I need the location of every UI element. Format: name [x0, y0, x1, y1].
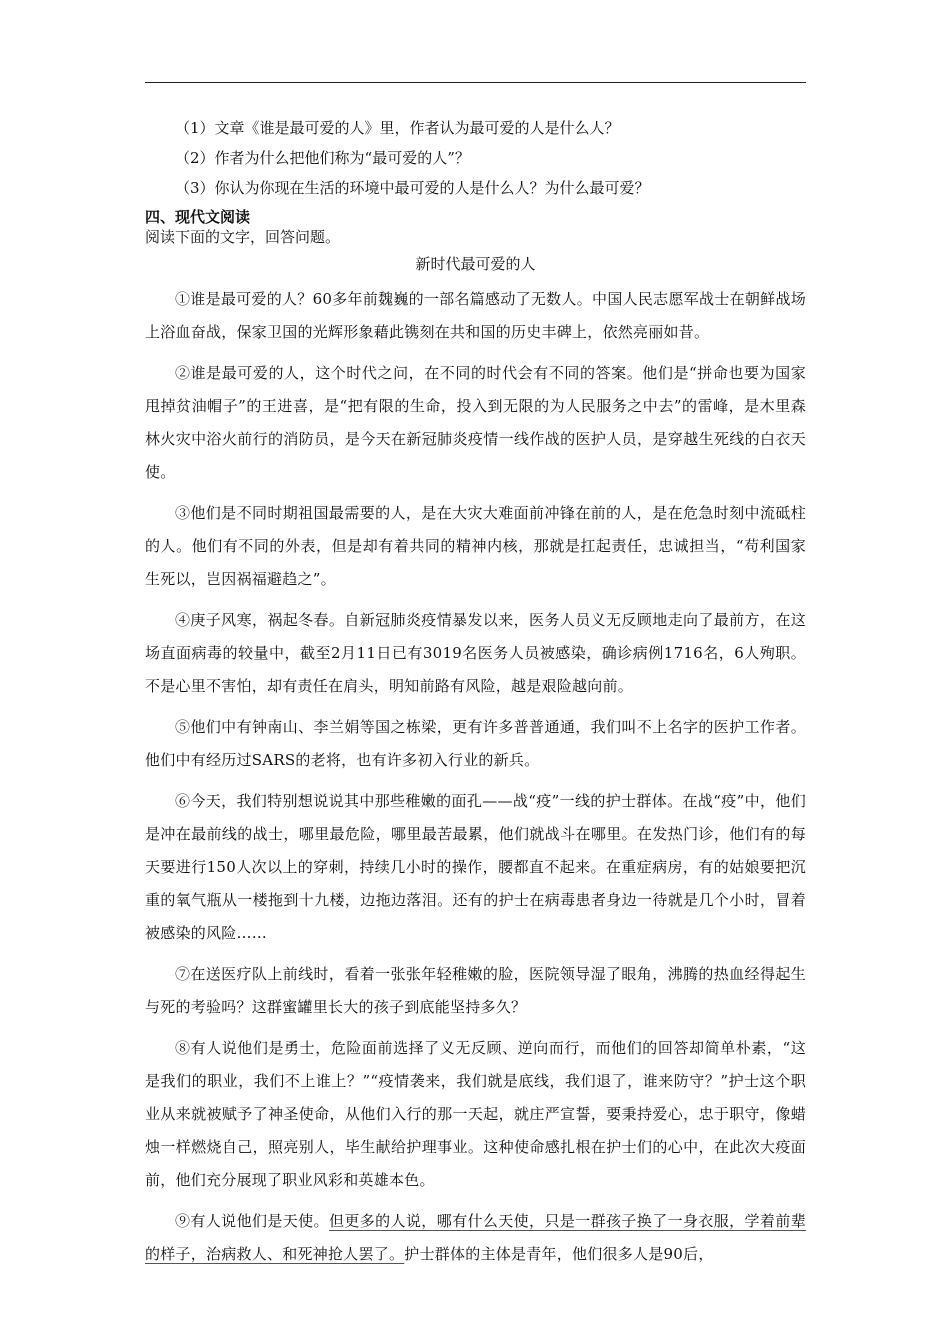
paragraph-9-lead: ⑨有人说他们是天使。: [175, 1212, 329, 1230]
paragraph-8: ⑧有人说他们是勇士，危险面前选择了义无反顾、逆向而行，而他们的回答却简单朴素，“这是我们的职业，我们不上谁上？”“疫情袭来，我们就是底线，我们退了，谁来防守？”护士这个职业从来就被赋予了神圣使命，从他们入行的那一天起，就庄严宣誓，要秉持爱心，忠于职守，像蜡烛一样燃烧自己，照亮别人，毕生献给护理事业。这种使命感扎根在护士们的心中，在此次大疫面前，他们充分展现了职业风彩和英雄本色。: [145, 1039, 806, 1189]
article-title: 新时代最可爱的人: [415, 255, 536, 273]
question-2: （2）作者为什么把他们称为“最可爱的人”？: [175, 149, 470, 167]
paragraph-9: [145, 1205, 806, 1271]
header-rule: [145, 82, 806, 83]
paragraph-6: ⑥今天，我们特别想说说其中那些稚嫩的面孔——战“疫”一线的护士群体。在战“疫”中，他们是冲在最前线的战士，哪里最危险，哪里最苦最累，他们就战斗在哪里。在发热门诊，他们有的每天要进行150人次以上的穿刺，持续几小时的操作，腰都直不起来。在重症病房，有的姑娘要把沉重的氧气瓶从一楼拖到十九楼，边拖边落泪。还有的护士在病毒患者身边一待就是几个小时，冒着被感染的风险……: [145, 792, 806, 942]
section-instruction: 阅读下面的文字，回答问题。: [145, 228, 341, 246]
document-body: [145, 113, 806, 1279]
paragraph-7: ⑦在送医疗队上前线时，看着一张张年轻稚嫩的脸，医院领导湿了眼角，沸腾的热血经得起生与死的考验吗？这群蜜罐里长大的孩子到底能坚持多久？: [145, 965, 806, 1016]
paragraph-9-underlined: 但更多的人说，哪有什么天使，只是一群孩子换了一身衣服，学着前辈的样子，治病救人、和死神抢人罢了。: [145, 1212, 806, 1263]
paragraph-2: ②谁是最可爱的人，这个时代之问，在不同的时代会有不同的答案。他们是“拼命也要为国家甩掉贫油帽子”的王进喜，是“把有限的生命，投入到无限的为人民服务之中去”的雷峰，是木里森林火灾中浴火前行的消防员，是今天在新冠肺炎疫情一线作战的医护人员，是穿越生死线的白衣天使。: [145, 364, 806, 481]
question-3: （3）你认为你现在生活的环境中最可爱的人是什么人？为什么最可爱？: [175, 179, 650, 197]
paragraph-3: ③他们是不同时期祖国最需要的人，是在大灾大难面前冲锋在前的人，是在危急时刻中流砥柱的人。他们有不同的外表，但是却有着共同的精神内核，那就是扛起责任，忠诚担当，“苟利国家生死以，岂因祸福避趋之”。: [145, 504, 806, 588]
paragraph-9-tail: 护士群体的主体是青年，他们很多人是90后，: [404, 1245, 714, 1263]
section-heading: 四、现代文阅读: [145, 208, 251, 226]
paragraph-5: ⑤他们中有钟南山、李兰娟等国之栋梁，更有许多普普通通，我们叫不上名字的医护工作者。他们中有经历过SARS的老将，也有许多初入行业的新兵。: [145, 718, 806, 769]
question-1: （1）文章《谁是最可爱的人》里，作者认为最可爱的人是什么人？: [175, 119, 620, 137]
paragraph-1: ①谁是最可爱的人？60多年前魏巍的一部名篇感动了无数人。中国人民志愿军战士在朝鲜战场上浴血奋战，保家卫国的光辉形象藉此镌刻在共和国的历史丰碑上，依然亮丽如昔。: [145, 290, 806, 341]
paragraph-4: ④庚子风寒，祸起冬春。自新冠肺炎疫情暴发以来，医务人员义无反顾地走向了最前方，在这场直面病毒的较量中，截至2月11日已有3019名医务人员被感染，确诊病例1716名，6人殉职。不是心里不害怕，却有责任在肩头，明知前路有风险，越是艰险越向前。: [145, 611, 806, 695]
